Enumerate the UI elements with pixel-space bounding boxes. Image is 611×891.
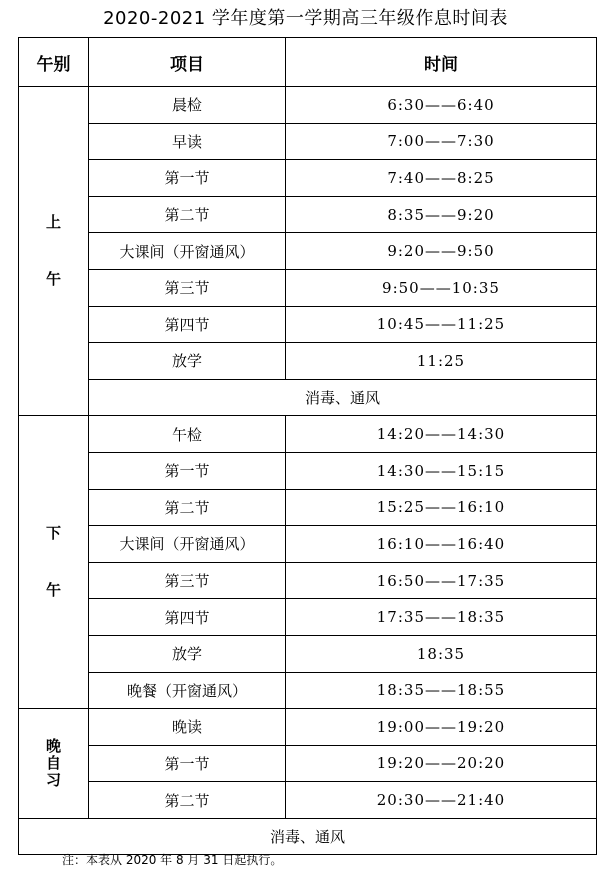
period-char: 午: [45, 581, 61, 600]
time-cell: 9:50——10:35: [286, 269, 597, 306]
table-row: [19, 306, 597, 343]
header-time: 时间: [286, 38, 597, 87]
item-cell: 放学: [89, 343, 286, 380]
item-cell: 午检: [89, 416, 286, 453]
period-char: 晚: [45, 736, 61, 755]
table-row: [19, 599, 597, 636]
schedule-table: [18, 37, 597, 855]
table-row: [19, 343, 597, 380]
item-cell: 放学: [89, 635, 286, 672]
period-afternoon: [19, 416, 89, 709]
time-cell: 16:10——16:40: [286, 526, 597, 563]
header-period: 午别: [19, 38, 89, 87]
table-row: [19, 379, 597, 416]
table-row: [19, 452, 597, 489]
table-row: [19, 160, 597, 197]
table-row: [19, 818, 597, 855]
table-row: [19, 87, 597, 124]
item-cell: 第二节: [89, 782, 286, 819]
table-row: [19, 416, 597, 453]
table-row: [19, 233, 597, 270]
time-cell: 18:35——18:55: [286, 672, 597, 709]
period-char: 上: [45, 212, 61, 231]
time-cell: 10:45——11:25: [286, 306, 597, 343]
item-cell: 第一节: [89, 452, 286, 489]
time-cell: 19:20——20:20: [286, 745, 597, 782]
table-row: [19, 269, 597, 306]
item-cell: 第四节: [89, 306, 286, 343]
item-cell: 第二节: [89, 196, 286, 233]
time-cell: 14:20——14:30: [286, 416, 597, 453]
item-cell: 早读: [89, 123, 286, 160]
table-row: [19, 526, 597, 563]
item-cell: 第三节: [89, 562, 286, 599]
item-cell: 晚餐（开窗通风）: [89, 672, 286, 709]
item-cell: 晚读: [89, 709, 286, 746]
time-cell: 19:00——19:20: [286, 709, 597, 746]
period-char: 自: [45, 753, 61, 772]
period-char: 午: [45, 270, 61, 289]
item-cell: 第四节: [89, 599, 286, 636]
header-item: 项目: [89, 38, 286, 87]
item-cell: 第一节: [89, 160, 286, 197]
table-row: [19, 562, 597, 599]
table-row: [19, 489, 597, 526]
period-char: 下: [45, 523, 61, 542]
table-row: [19, 745, 597, 782]
item-cell: 晨检: [89, 87, 286, 124]
item-cell: 大课间（开窗通风）: [89, 526, 286, 563]
period-evening: [19, 709, 89, 819]
evening-footer: 消毒、通风: [19, 818, 597, 855]
time-cell: 17:35——18:35: [286, 599, 597, 636]
time-cell: 18:35: [286, 635, 597, 672]
time-cell: 7:00——7:30: [286, 123, 597, 160]
footnote: 注：本表从 2020 年 8 月 31 日起执行。: [62, 853, 283, 867]
item-cell: 第三节: [89, 269, 286, 306]
period-char: 习: [45, 771, 61, 790]
time-cell: 11:25: [286, 343, 597, 380]
time-cell: 20:30——21:40: [286, 782, 597, 819]
time-cell: 7:40——8:25: [286, 160, 597, 197]
time-cell: 15:25——16:10: [286, 489, 597, 526]
table-header-row: [19, 38, 597, 87]
table-row: [19, 635, 597, 672]
item-cell: 第二节: [89, 489, 286, 526]
table-row: [19, 709, 597, 746]
item-cell: 第一节: [89, 745, 286, 782]
period-morning: [19, 87, 89, 416]
table-row: [19, 196, 597, 233]
page-title: 2020-2021 学年度第一学期高三年级作息时间表: [103, 8, 508, 29]
time-cell: 16:50——17:35: [286, 562, 597, 599]
table-row: [19, 123, 597, 160]
table-row: [19, 782, 597, 819]
table-row: [19, 672, 597, 709]
time-cell: 9:20——9:50: [286, 233, 597, 270]
time-cell: 6:30——6:40: [286, 87, 597, 124]
item-cell: 大课间（开窗通风）: [89, 233, 286, 270]
morning-footer: 消毒、通风: [89, 379, 597, 416]
time-cell: 14:30——15:15: [286, 452, 597, 489]
time-cell: 8:35——9:20: [286, 196, 597, 233]
